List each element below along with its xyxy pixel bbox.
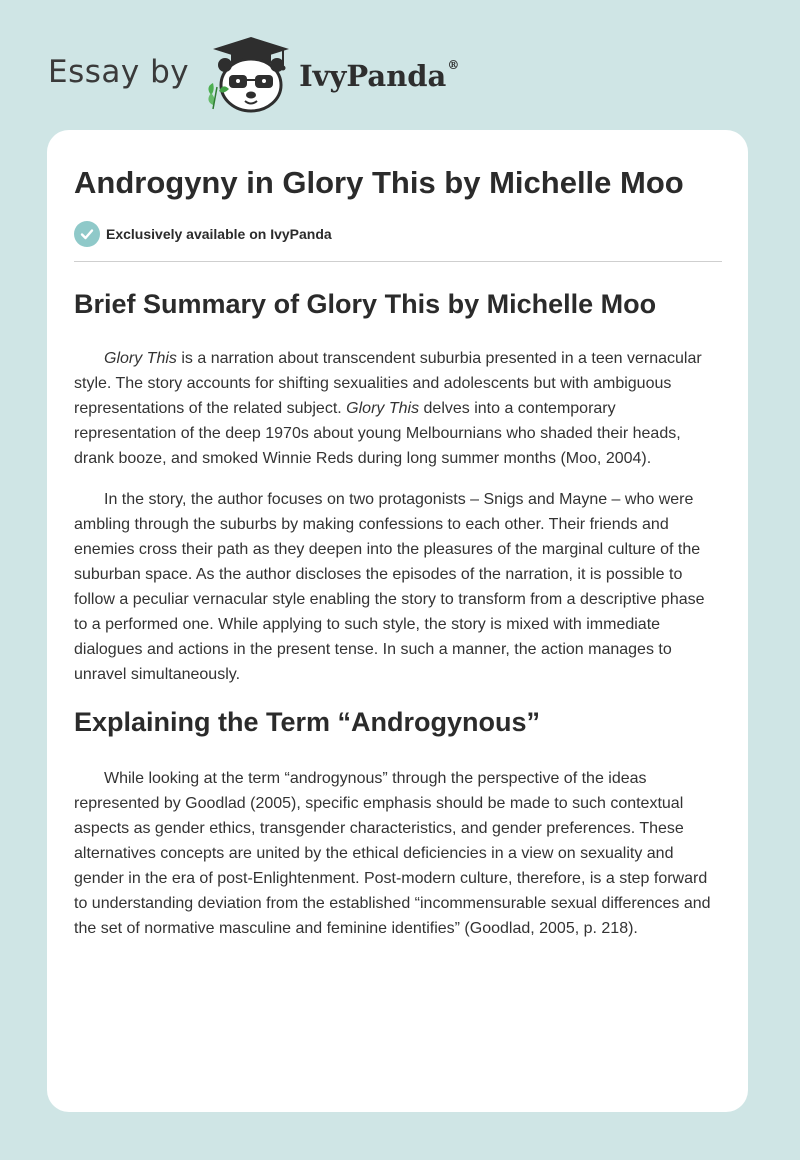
article-content	[74, 130, 722, 941]
exclusive-badge	[74, 220, 722, 248]
paragraph-summary-2: In the story, the author focuses on two protagonists – Snigs and Mayne – who were ambling through the suburbs by making confessions to each other. Their friends and enemies cross their path as they deepen into the pleasures of the marginal culture of the suburban space. As the author discloses the episodes of the narration, it is possible to follow a peculiar vernacular style enabling the story to transform from a descriptive phase to a performed one. While applying to such style, the story is mixed with immediate dialogues and actions in the present tense. In such a manner, the action manages to unravel simultaneously.	[74, 491, 705, 683]
exclusive-text: Exclusively available on IvyPanda	[106, 226, 332, 242]
paragraph-androgynous-1: While looking at the term “androgynous” through the perspective of the ideas represented by Goodlad (2005), specific emphasis should be made to such contextual aspects as gender ethics, transgender characteristics, and gender preferences. These alternatives concepts are united by the ethical deficiencies in a view on sexuality and gender in the era of post-Enlightenment. Post-modern culture, therefore, is a step forward to understanding deviation from the established “incommensurable sexual differences and the set of normative masculine and feminine identifies” (Goodlad, 2005, p. 218).	[74, 770, 711, 937]
registered-mark: ®	[447, 58, 460, 73]
check-circle-icon	[74, 221, 100, 247]
paragraph-text: delves into a contemporary representation of the deep 1970s about young Melbournians who shaded their heads, drank booze, and smoked Winnie Reds during long summer months (Moo, 2004).	[74, 400, 681, 467]
book-title-italic: Glory This	[346, 400, 420, 417]
brand-text: IvyPanda	[299, 59, 447, 93]
article-card	[47, 130, 748, 1112]
book-title-italic: Glory This	[104, 350, 177, 367]
brand-name[interactable]	[299, 59, 459, 93]
site-header	[48, 34, 459, 114]
divider	[74, 261, 722, 262]
section-heading-summary: Brief Summary of Glory This by Michelle Moo	[74, 289, 657, 319]
paragraph-summary-1	[74, 346, 722, 471]
essay-by-label: Essay by	[48, 54, 190, 90]
article-title: Androgyny in Glory This by Michelle Moo	[74, 165, 684, 200]
section-heading-androgynous: Explaining the Term “Androgynous”	[74, 707, 541, 737]
paragraph-text: is a narration about transcendent suburbia presented in a teen vernacular style. The story accounts for shifting sexualities and adolescents but with ambiguous representations of the related subject.	[74, 350, 702, 417]
panda-logo-icon[interactable]	[203, 35, 299, 113]
